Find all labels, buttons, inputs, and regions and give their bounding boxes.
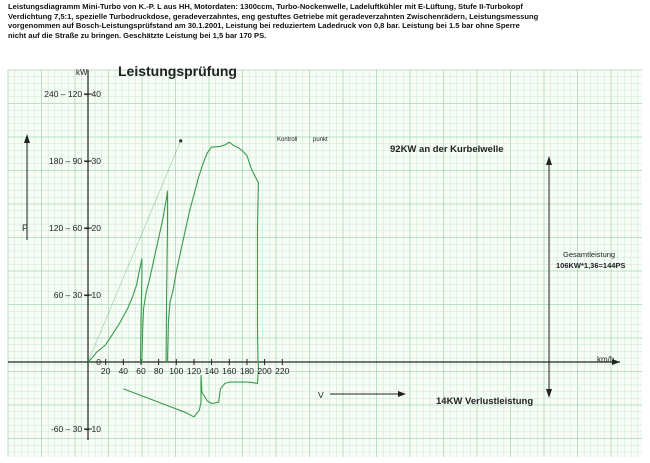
- grid: [8, 70, 642, 457]
- x-axis-label: km/h: [597, 355, 615, 364]
- y-tick-label: 240 – 120 – 40: [44, 89, 101, 99]
- total-annotation-1: Gesamtleistung: [563, 250, 616, 259]
- x-tick-label: 20: [100, 366, 111, 376]
- y-tick-label: 60 – 30 – 10: [53, 290, 101, 300]
- x-tick-label: 160: [222, 366, 237, 376]
- peak-annotation: 92KW an der Kurbelwelle: [390, 144, 504, 155]
- y-unit-label: kW: [76, 68, 88, 77]
- x-tick-label: 140: [204, 366, 219, 376]
- control-label-2: punkt: [313, 137, 328, 143]
- x-tick-label: 100: [169, 366, 184, 376]
- y-axis-label: P: [22, 223, 29, 233]
- loss-annotation: 14KW Verlustleistung: [436, 396, 534, 407]
- y-tick-label: 0: [96, 357, 101, 367]
- control-label: Kontroll: [277, 137, 298, 143]
- x-tick-label: 180: [239, 366, 255, 376]
- x-tick-label: 40: [118, 366, 129, 376]
- x-tick-label: 60: [136, 366, 146, 376]
- v-label: V: [318, 390, 324, 400]
- chart-title: Leistungsprüfung: [118, 63, 237, 79]
- y-tick-label: 120 – 60 – 20: [49, 223, 101, 233]
- x-tick-label: 120: [186, 366, 202, 376]
- y-tick-label: -60 – 30 – 10: [50, 424, 101, 434]
- x-tick-label: 220: [275, 366, 290, 376]
- total-annotation-2: 106KW*1,36=144PS: [556, 261, 626, 270]
- grid-background: [8, 70, 642, 457]
- y-tick-label: 180 – 90 – 30: [49, 156, 101, 166]
- x-tick-label: 80: [153, 366, 164, 376]
- control-point: [179, 139, 182, 142]
- x-tick-label: 200: [257, 366, 272, 376]
- header-description: Leistungsdiagramm Mini-Turbo von K.-P. L aus HH, Motordaten: 1300ccm, Turbo-Nockenwelle, Ladeluftkühler mit E-Lüftung, Stufe II-Turbokopf Verdichtung 7,5:1, spezielle Turbodruckdose, geradeverzahntes, eng gestuftes Getriebe mit geradeverzahnten Zwischenrädern, Leistungsmessung vorgenommen auf Bosch-Leistungsprüfstand am 30.1.2001, Leistung bei reduziertem Ladedruck von 0,8 bar. Leistung bei 1.5 bar ohne Sperre nicht auf die Straße zu bringen. Geschätzte Leistung bei 1,5 bar 170 PS.: [8, 2, 539, 40]
